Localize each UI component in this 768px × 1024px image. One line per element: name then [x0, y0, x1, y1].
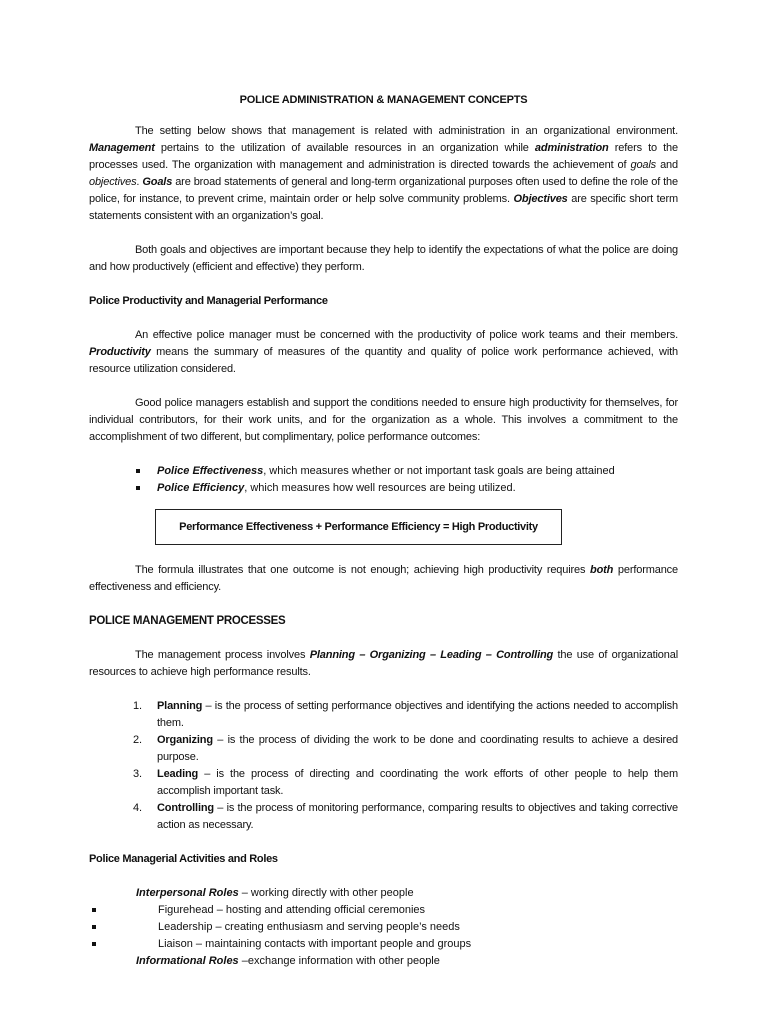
bullet-desc: , which measures whether or not important task goals are being attained: [263, 465, 615, 477]
list-number: 3.: [133, 768, 142, 780]
role-text: Figurehead – hosting and attending official ceremonies: [158, 904, 426, 916]
term-management: Management: [89, 142, 155, 154]
process-term: Leading: [157, 768, 199, 780]
spacer: [89, 596, 678, 613]
list-number: 2.: [133, 734, 142, 746]
bullet-desc: , which measures how well resources are being utilized.: [244, 482, 516, 494]
bullet-term: Police Effectiveness: [157, 465, 264, 477]
list-item: [132, 463, 678, 480]
term-productivity: Productivity: [89, 346, 151, 358]
process-desc: – is the process of directing and coordinating the work efforts of other people to help them accomplish important task.: [157, 768, 678, 797]
intro-text-4: and: [656, 159, 678, 171]
interpersonal-roles-list: [89, 902, 678, 953]
role-text: Leadership – creating enthusiasm and serving people’s needs: [158, 921, 460, 933]
formula-text: Performance Effectiveness + Performance Efficiency = High Productivity: [179, 520, 538, 533]
intro-text-6: are broad statements of general and long-term organizational purposes often used to define the role of the police, for instance, to prevent crime, maintain order or help solve community problems.: [89, 176, 678, 205]
list-item: [133, 698, 678, 732]
process-term: Controlling: [157, 802, 215, 814]
list-number: 4.: [133, 802, 142, 814]
term-goals-bold: Goals: [142, 176, 173, 188]
intro-text-3: refers to the processes used. The organization with management and administration is directed towards the achievement of: [89, 142, 678, 171]
informational-roles-heading: [89, 953, 678, 970]
term-interpersonal-roles: Interpersonal Roles: [136, 887, 239, 899]
intro-text-5: .: [136, 176, 143, 188]
productivity-paragraph: [89, 327, 678, 378]
spacer: [89, 446, 678, 463]
spacer: [89, 834, 678, 851]
spacer: [89, 310, 678, 327]
spacer: [89, 276, 678, 293]
spacer: [89, 681, 678, 698]
term-both: both: [590, 564, 614, 576]
intro-text-1: The setting below shows that management is related with administration in an organizational environment.: [135, 125, 678, 137]
processes-text-1: The management process involves: [135, 649, 310, 661]
square-bullet-icon: [136, 469, 140, 473]
formula-paragraph: [89, 562, 678, 596]
spacer: [89, 378, 678, 395]
term-process-steps: Planning – Organizing – Leading – Controlling: [309, 649, 554, 661]
process-term: Planning: [157, 700, 203, 712]
interpersonal-desc: – working directly with other people: [238, 887, 414, 899]
goals-objectives-paragraph: Both goals and objectives are important because they help to identify the expectations of what the police are doing and how productively (efficient and effective) they perform.: [89, 244, 678, 273]
list-item: [133, 732, 678, 766]
square-bullet-icon: [136, 486, 140, 490]
square-bullet-icon: [92, 925, 96, 929]
list-item: [132, 480, 678, 497]
section-heading-roles: Police Managerial Activities and Roles: [89, 853, 278, 865]
intro-text-7: are specific short term statements consistent with an organization’s goal.: [89, 193, 678, 222]
processes-text-2: the use of organizational resources to achieve high performance results.: [89, 649, 678, 678]
process-term: Organizing: [157, 734, 213, 746]
term-goals-italic: goals: [630, 159, 657, 171]
document-title: POLICE ADMINISTRATION & MANAGEMENT CONCEPTS: [239, 94, 528, 106]
intro-text-2: pertains to the utilization of available resources in an organization while: [154, 142, 535, 154]
intro-paragraph: [89, 123, 678, 225]
section-heading-productivity: Police Productivity and Managerial Performance: [89, 295, 328, 307]
processes-list: [89, 698, 678, 834]
term-objectives-italic: objectives: [89, 176, 137, 188]
interpersonal-roles-heading: [89, 885, 678, 902]
process-desc: – is the process of setting performance objectives and identifying the actions needed to accomplish them.: [157, 700, 678, 729]
spacer: [89, 225, 678, 242]
section-heading-processes: POLICE MANAGEMENT PROCESSES: [89, 615, 286, 627]
document-content: [89, 92, 678, 970]
list-item: [89, 936, 678, 953]
formula-box: [155, 509, 562, 545]
managers-paragraph: Good police managers establish and support the conditions needed to ensure high productivity for themselves, for individual contributors, for their work units, and for the organization as a whole. This involves a commitment to the accomplishment of two different, but complimentary, police performance outcomes:: [89, 397, 678, 443]
list-number: 1.: [133, 700, 142, 712]
process-desc: – is the process of dividing the work to be done and coordinating results to achieve a desired purpose.: [157, 734, 678, 763]
outcomes-list: [89, 463, 678, 497]
list-item: [133, 800, 678, 834]
list-item: [89, 919, 678, 936]
productivity-text-1: An effective police manager must be concerned with the productivity of police work teams and their members.: [135, 329, 678, 341]
list-item: [89, 902, 678, 919]
productivity-text-2: means the summary of measures of the quantity and quality of police work performance achieved, with resource utilization considered.: [89, 346, 678, 375]
spacer: [89, 868, 678, 885]
process-desc: – is the process of monitoring performance, comparing results to objectives and taking corrective action as necessary.: [157, 802, 678, 831]
spacer: [89, 545, 678, 562]
list-item: [133, 766, 678, 800]
formula-text-2: performance effectiveness and efficiency.: [89, 564, 678, 593]
square-bullet-icon: [92, 942, 96, 946]
formula-text-1: The formula illustrates that one outcome is not enough; achieving high productivity requires: [135, 564, 591, 576]
informational-desc: –exchange information with other people: [238, 955, 440, 967]
spacer: [89, 630, 678, 647]
term-informational-roles: Informational Roles: [136, 955, 239, 967]
role-text: Liaison – maintaining contacts with important people and groups: [158, 938, 472, 950]
bullet-term: Police Efficiency: [157, 482, 245, 494]
square-bullet-icon: [92, 908, 96, 912]
term-objectives-bold: Objectives: [513, 193, 568, 205]
term-administration: administration: [534, 142, 609, 154]
processes-paragraph: [89, 647, 678, 681]
